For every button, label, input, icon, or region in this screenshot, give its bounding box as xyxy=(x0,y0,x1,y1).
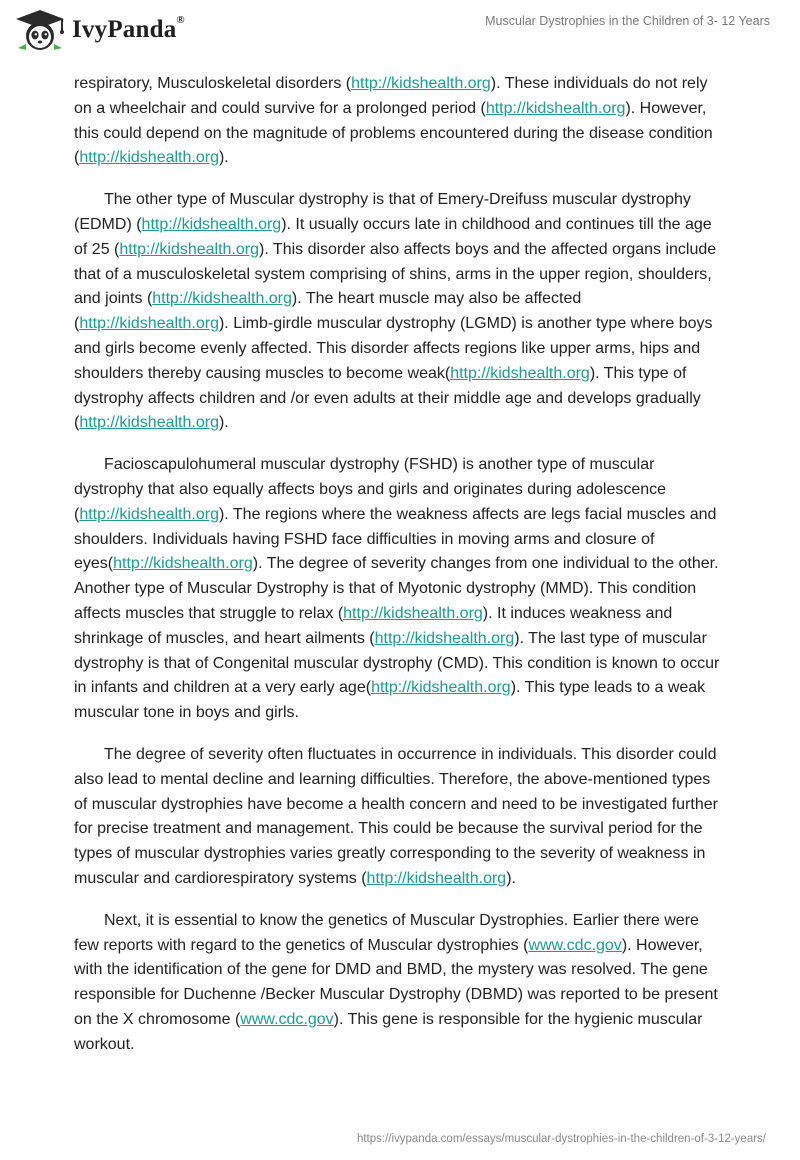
paragraph-text: respiratory, Musculoskeletal disorders ( xyxy=(74,75,352,92)
source-link[interactable]: http://kidshealth.org xyxy=(371,679,511,697)
paragraph-text: ). It induces weakness and shrinkage of muscles, and heart ailments ( xyxy=(74,604,673,647)
paragraph xyxy=(74,909,726,1058)
source-link[interactable]: http://kidshealth.org xyxy=(79,149,219,167)
panda-graduate-icon xyxy=(14,8,66,52)
source-link[interactable]: http://kidshealth.org xyxy=(374,629,515,647)
paragraph-text: Facioscapulohumeral muscular dystrophy (FSHD) is another type of muscular dystrophy that also equally affects boys and girls and originates during adolescence ( xyxy=(74,456,667,523)
source-link[interactable]: http://kidshealth.org xyxy=(79,414,219,432)
paragraph-text: ). This gene is responsible for the hygienic muscular workout. xyxy=(74,1010,703,1053)
paragraph-text: ). The degree of severity changes from one individual to the other. Another type of Muscular Dystrophy is that of Myotonic dystrophy (MMD). This condition affects muscles that struggle to relax ( xyxy=(74,555,719,622)
paragraph-text: ). xyxy=(218,414,229,432)
paragraph-text: ). This type of dystrophy affects children and /or even adults at their middle age and develops gradually ( xyxy=(74,364,701,432)
paragraph-text: ). xyxy=(218,149,229,167)
paragraph-text: ). However, with the identification of the gene for DMD and BMD, the mystery was resolved. The gene responsible for Duchenne /Becker Muscular Dystrophy (DBMD) was reported to be present on the X chromosome ( xyxy=(74,936,718,1028)
paragraph-text: ). The heart muscle may also be affected ( xyxy=(74,290,582,333)
source-link[interactable]: http://kidshealth.org xyxy=(141,215,282,233)
paragraph-text: ). However, this could depend on the magnitude of problems encountered during the disease condition ( xyxy=(74,99,713,167)
source-link[interactable]: http://kidshealth.org xyxy=(351,75,491,92)
paragraph-text: ). xyxy=(506,869,516,887)
source-link[interactable]: www.cdc.gov xyxy=(528,936,622,954)
essay-body xyxy=(74,72,726,1074)
registered-mark: ® xyxy=(176,14,185,26)
source-link[interactable]: www.cdc.gov xyxy=(240,1010,334,1028)
paragraph-text: ). This disorder also affects boys and the affected organs include that of a musculoskeletal system comprising of shins, arms in the upper region, shoulders, and joints ( xyxy=(74,240,717,308)
source-link[interactable]: http://kidshealth.org xyxy=(79,505,219,523)
logo-text: IvyPanda xyxy=(72,16,177,43)
paragraph-text: ). Limb-girdle muscular dystrophy (LGMD) is another type where boys and girls become evenly affected. This disorder affects regions like upper arms, hips and shoulders thereby causing muscles to become weak( xyxy=(74,315,713,382)
source-link[interactable]: http://kidshealth.org xyxy=(79,315,219,333)
paragraph-text: ). The last type of muscular dystrophy is that of Congenital muscular dystrophy (CMD). This condition is known to occur in infants and children at a very early age( xyxy=(74,629,720,697)
footer-url[interactable]: https://ivypanda.com/essays/muscular-dystrophies-in-the-children-of-3-12-years/ xyxy=(356,1133,766,1145)
paragraph xyxy=(74,72,726,171)
source-link[interactable]: http://kidshealth.org xyxy=(450,364,590,382)
source-link[interactable]: http://kidshealth.org xyxy=(366,869,507,887)
source-link[interactable]: http://kidshealth.org xyxy=(343,604,483,622)
paragraph-text: The other type of Muscular dystrophy is that of Emery-Dreifuss muscular dystrophy (EDMD) ( xyxy=(74,191,691,233)
paragraph-text: Next, it is essential to know the genetics of Muscular Dystrophies. Earlier there were few reports with regard to the genetics of Muscular dystrophies ( xyxy=(74,911,699,954)
source-link[interactable]: http://kidshealth.org xyxy=(152,290,292,308)
source-link[interactable]: http://kidshealth.org xyxy=(485,99,626,117)
document-title: Muscular Dystrophies in the Children of 3- 12 Years xyxy=(485,14,770,28)
paragraph-text: ). These individuals do not rely on a wheelchair and could survive for a prolonged period ( xyxy=(74,75,708,117)
source-link[interactable]: http://kidshealth.org xyxy=(113,555,253,573)
paragraph-text: The degree of severity often fluctuates in occurrence in individuals. This disorder could also lead to mental decline and learning difficulties. Therefore, the above-mentioned types of muscular dystrophies have become a health concern and need to be investigated further for precise treatment and management. This could be because the survival period for the types of muscular dystrophies varies greatly corresponding to the severity of weakness in muscular and cardiorespiratory systems ( xyxy=(74,745,718,887)
paragraph xyxy=(74,453,726,726)
page-header xyxy=(0,0,800,70)
paragraph-text: ). This type leads to a weak muscular tone in boys and girls. xyxy=(74,679,706,722)
paragraph xyxy=(74,743,726,892)
ivypanda-logo[interactable] xyxy=(14,8,185,52)
paragraph xyxy=(74,188,726,436)
paragraph-text: ). The regions where the weakness affects are legs facial muscles and shoulders. Individuals having FSHD face difficulties in moving arms and closure of eyes( xyxy=(74,505,717,573)
paragraph-text: ). It usually occurs late in childhood and continues till the age of 25 ( xyxy=(74,215,712,258)
source-link[interactable]: http://kidshealth.org xyxy=(119,240,259,258)
